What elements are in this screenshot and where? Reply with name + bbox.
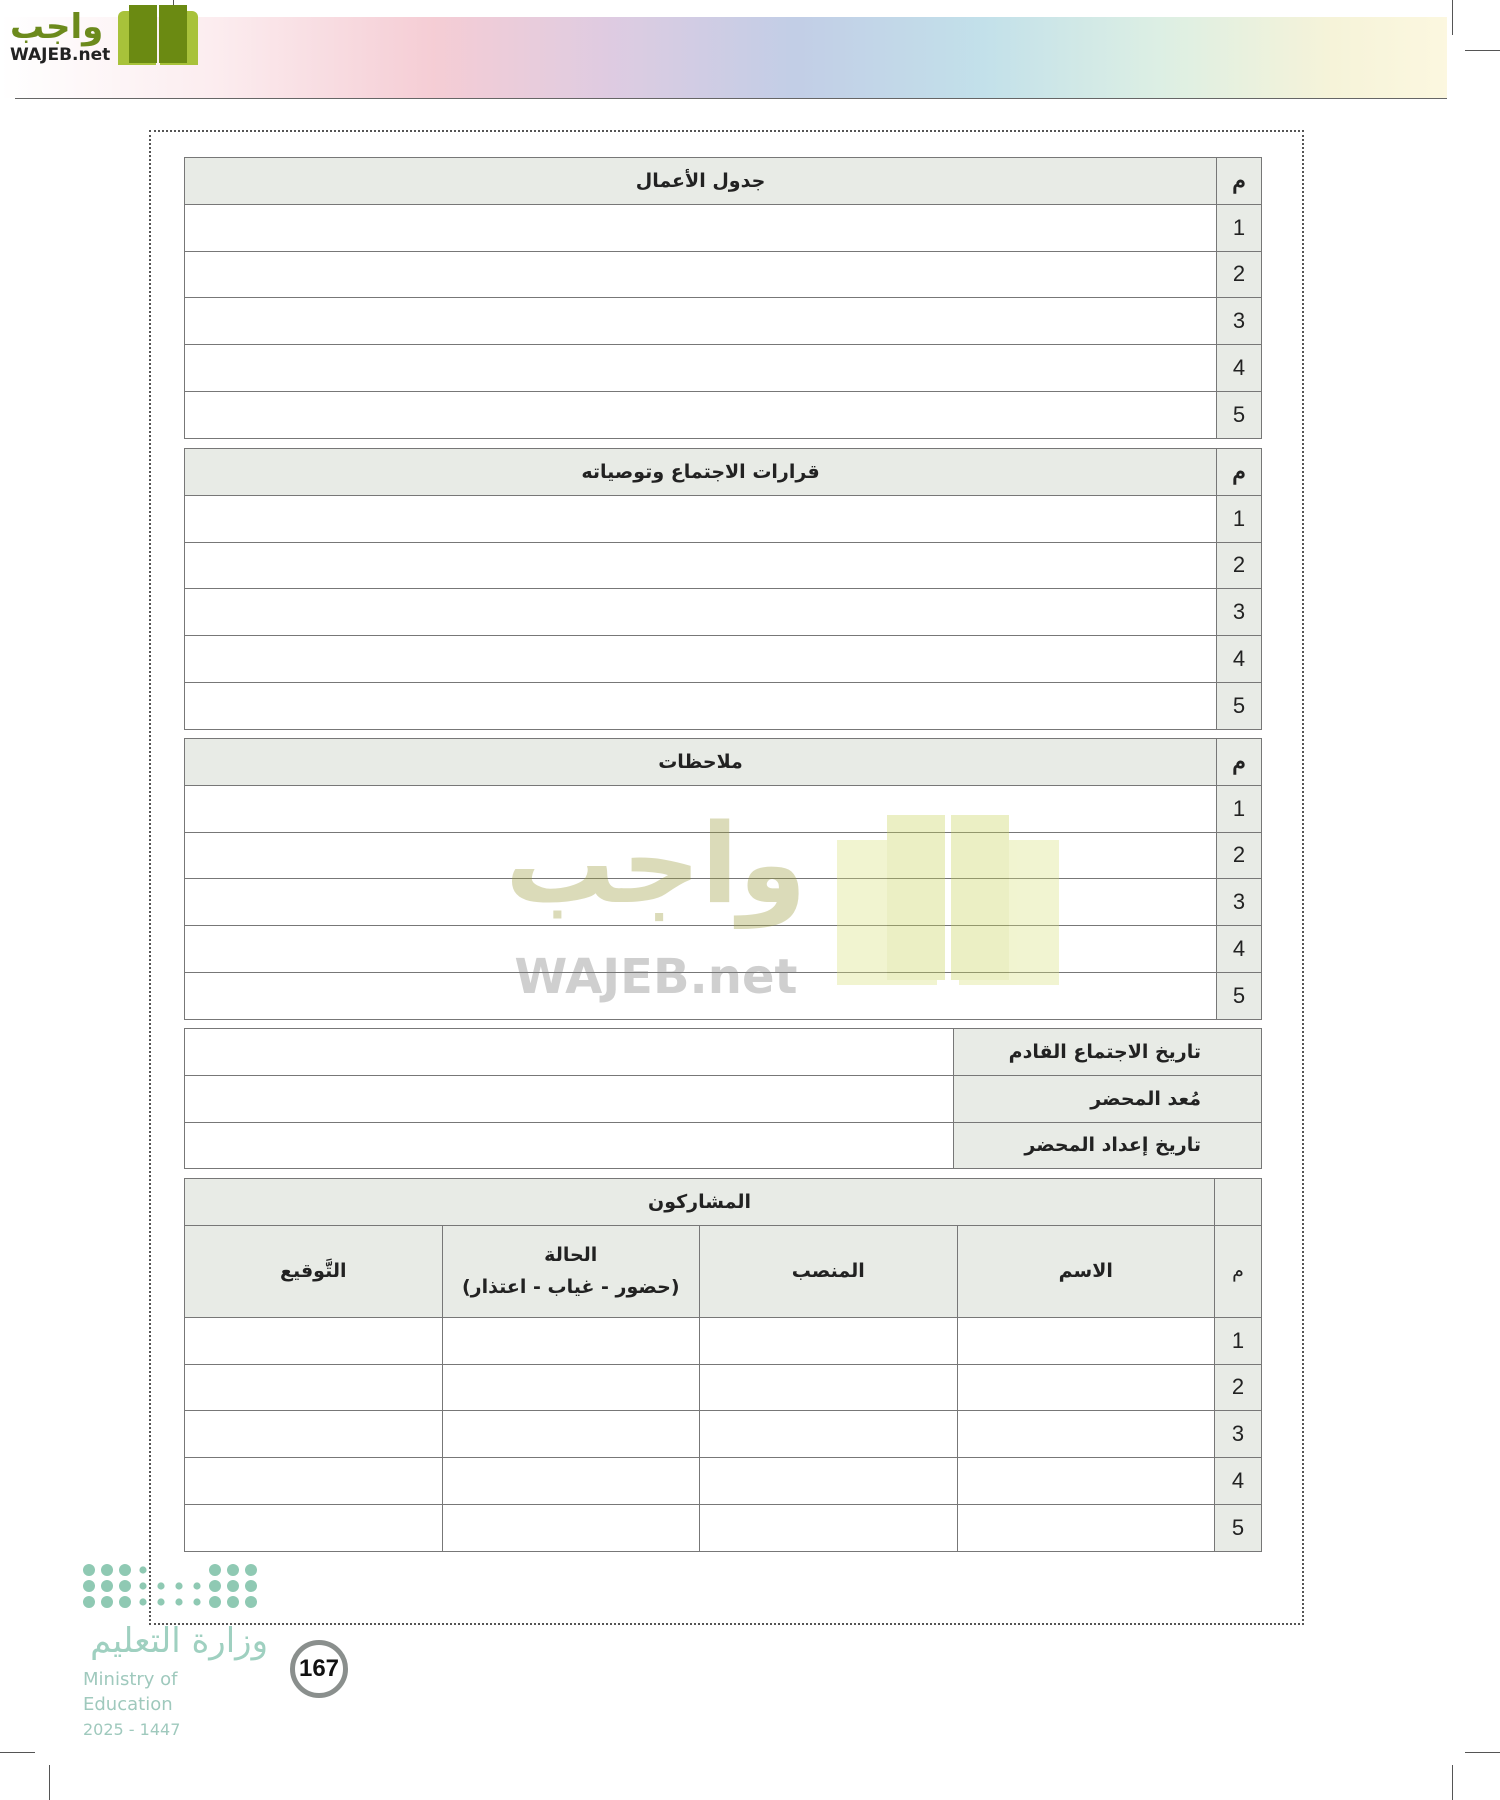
notes-title: ملاحظات [185, 739, 1217, 786]
table-row [185, 542, 1262, 589]
page-number: 167 [290, 1640, 348, 1698]
ministry-emblem [83, 1564, 268, 1608]
entry-field[interactable] [185, 682, 1217, 729]
emblem-dot [139, 1598, 146, 1605]
row-number: 5 [1217, 682, 1262, 729]
entry-field[interactable] [185, 879, 1217, 926]
col-status [442, 1225, 700, 1317]
emblem-dot [119, 1564, 131, 1576]
num-header: م [1217, 158, 1262, 205]
decisions-title: قرارات الاجتماع وتوصياته [185, 449, 1217, 496]
logo-arabic: واجب [10, 6, 104, 47]
col-status-label: الحالة [544, 1244, 598, 1267]
row-number: 5 [1215, 1504, 1262, 1551]
minutes-date-field[interactable] [185, 1122, 954, 1169]
ministry-english: Ministry of Education [83, 1669, 178, 1716]
notes-table [184, 738, 1262, 1020]
signature-field[interactable] [185, 1411, 443, 1458]
emblem-dot [175, 1598, 182, 1605]
logo-latin: WAJEB.net [10, 45, 111, 66]
name-field[interactable] [957, 1364, 1215, 1411]
emblem-dot [157, 1598, 164, 1605]
row-number: 3 [1217, 589, 1262, 636]
row-number: 1 [1217, 785, 1262, 832]
entry-field[interactable] [185, 298, 1217, 345]
emblem-dot [227, 1596, 239, 1608]
name-field[interactable] [957, 1458, 1215, 1505]
year-label: 2025 - 1447 [83, 1720, 181, 1740]
emblem-dot [119, 1596, 131, 1608]
row-number: 1 [1217, 495, 1262, 542]
table-row [185, 972, 1262, 1019]
position-field[interactable] [700, 1317, 958, 1364]
participants-table [184, 1178, 1262, 1552]
emblem-dot [83, 1564, 95, 1576]
blank-header [1215, 1179, 1262, 1226]
col-signature: التَّوقيع [185, 1225, 443, 1317]
table-row [185, 204, 1262, 251]
emblem-dot [245, 1564, 257, 1576]
signature-field[interactable] [185, 1317, 443, 1364]
signature-field[interactable] [185, 1458, 443, 1505]
minutes-date-label: تاريخ إعداد المحضر [954, 1122, 1262, 1169]
position-field[interactable] [700, 1364, 958, 1411]
minutes-author-field[interactable] [185, 1075, 954, 1122]
minutes-author-label: مُعد المحضر [954, 1075, 1262, 1122]
emblem-dot [209, 1564, 221, 1576]
entry-field[interactable] [185, 204, 1217, 251]
signature-field[interactable] [185, 1504, 443, 1551]
row-number: 2 [1215, 1364, 1262, 1411]
participant-row [185, 1364, 1262, 1411]
table-row [185, 589, 1262, 636]
table-row [185, 345, 1262, 392]
header-banner [0, 17, 1447, 98]
participant-row [185, 1504, 1262, 1551]
name-field[interactable] [957, 1317, 1215, 1364]
num-header: م [1215, 1225, 1262, 1317]
row-number: 2 [1217, 832, 1262, 879]
position-field[interactable] [700, 1458, 958, 1505]
crop-mark [49, 1765, 50, 1800]
table-row [185, 251, 1262, 298]
emblem-dot [227, 1564, 239, 1576]
entry-field[interactable] [185, 832, 1217, 879]
entry-field[interactable] [185, 926, 1217, 973]
crop-mark [0, 1752, 35, 1753]
participants-title: المشاركون [185, 1179, 1215, 1226]
crop-mark [1452, 1765, 1453, 1800]
emblem-dot [175, 1582, 182, 1589]
watermark-arabic: واجب [505, 800, 807, 928]
status-field[interactable] [442, 1364, 700, 1411]
ministry-logo [83, 1564, 268, 1742]
crop-mark [1465, 1752, 1500, 1753]
entry-field[interactable] [185, 589, 1217, 636]
emblem-dot [101, 1580, 113, 1592]
table-row [185, 832, 1262, 879]
next-meeting-date-label: تاريخ الاجتماع القادم [954, 1029, 1262, 1076]
table-row [185, 298, 1262, 345]
agenda-title: جدول الأعمال [185, 158, 1217, 205]
entry-field[interactable] [185, 391, 1217, 438]
emblem-dot [209, 1580, 221, 1592]
entry-field[interactable] [185, 542, 1217, 589]
signature-field[interactable] [185, 1364, 443, 1411]
col-position: المنصب [700, 1225, 958, 1317]
entry-field[interactable] [185, 251, 1217, 298]
row-number: 3 [1215, 1411, 1262, 1458]
meeting-info-table [184, 1028, 1262, 1169]
emblem-dot [227, 1580, 239, 1592]
emblem-dot [139, 1566, 146, 1573]
row-number: 1 [1217, 204, 1262, 251]
status-field[interactable] [442, 1504, 700, 1551]
row-number: 4 [1217, 926, 1262, 973]
ministry-arabic: وزارة التعليم [90, 1621, 268, 1661]
col-name: الاسم [957, 1225, 1215, 1317]
table-row [185, 926, 1262, 973]
status-field[interactable] [442, 1411, 700, 1458]
entry-field[interactable] [185, 495, 1217, 542]
entry-field[interactable] [185, 636, 1217, 683]
num-header: م [1217, 449, 1262, 496]
emblem-dot [101, 1564, 113, 1576]
row-number: 3 [1217, 879, 1262, 926]
row-number: 4 [1217, 636, 1262, 683]
participant-row [185, 1317, 1262, 1364]
table-row [185, 785, 1262, 832]
table-row [185, 682, 1262, 729]
position-field[interactable] [700, 1411, 958, 1458]
emblem-dot [101, 1596, 113, 1608]
emblem-dot [83, 1596, 95, 1608]
row-number: 5 [1217, 391, 1262, 438]
wajeb-logo[interactable] [10, 5, 198, 65]
book-icon [118, 5, 198, 65]
table-row [185, 495, 1262, 542]
emblem-dot [193, 1582, 200, 1589]
entry-field[interactable] [185, 345, 1217, 392]
emblem-dot [193, 1598, 200, 1605]
header-rule [15, 98, 1447, 99]
row-number: 4 [1217, 345, 1262, 392]
decisions-table [184, 448, 1262, 730]
num-header: م [1217, 739, 1262, 786]
entry-field[interactable] [185, 785, 1217, 832]
watermark-latin: WAJEB.net [514, 948, 798, 1005]
position-field[interactable] [700, 1504, 958, 1551]
emblem-dot [157, 1582, 164, 1589]
next-meeting-date-field[interactable] [185, 1029, 954, 1076]
emblem-dot [139, 1582, 146, 1589]
crop-mark [1452, 0, 1453, 35]
name-field[interactable] [957, 1411, 1215, 1458]
status-field[interactable] [442, 1458, 700, 1505]
col-status-options: (حضور - غياب - اعتذار) [462, 1276, 680, 1299]
crop-mark [1465, 50, 1500, 51]
row-number: 3 [1217, 298, 1262, 345]
participant-row [185, 1411, 1262, 1458]
table-row [185, 636, 1262, 683]
agenda-table [184, 157, 1262, 439]
table-row [185, 391, 1262, 438]
row-number: 4 [1215, 1458, 1262, 1505]
table-row [185, 879, 1262, 926]
entry-field[interactable] [185, 972, 1217, 1019]
participant-row [185, 1458, 1262, 1505]
emblem-dot [245, 1580, 257, 1592]
row-number: 2 [1217, 251, 1262, 298]
status-field[interactable] [442, 1317, 700, 1364]
emblem-dot [245, 1596, 257, 1608]
emblem-dot [209, 1596, 221, 1608]
emblem-dot [119, 1580, 131, 1592]
emblem-dot [83, 1580, 95, 1592]
row-number: 2 [1217, 542, 1262, 589]
name-field[interactable] [957, 1504, 1215, 1551]
row-number: 1 [1215, 1317, 1262, 1364]
row-number: 5 [1217, 972, 1262, 1019]
